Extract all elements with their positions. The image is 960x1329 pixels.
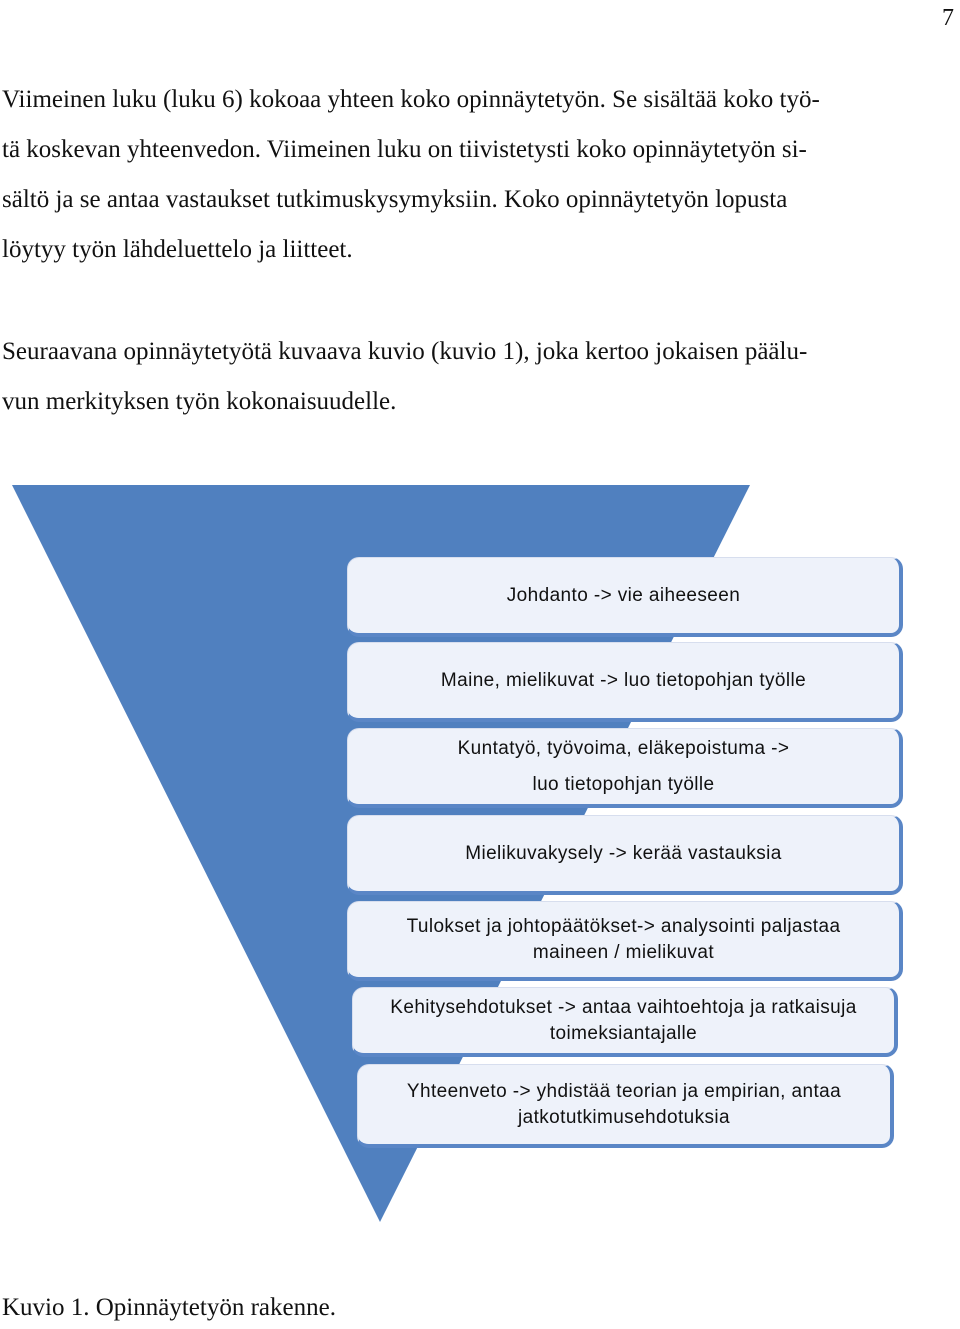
box-line: Kuntatyö, työvoima, eläkepoistuma -> [457, 737, 790, 759]
paragraph-line: löytyy työn lähdeluettelo ja liitteet. [2, 236, 353, 263]
figure-caption: Kuvio 1. Opinnäytetyön rakenne. [2, 1294, 336, 1321]
paragraph-line: vun merkityksen työn kokonaisuudelle. [2, 388, 397, 415]
page-number: 7 [942, 5, 954, 31]
diagram-box-summary [357, 1064, 894, 1148]
diagram-box-results [347, 901, 903, 981]
box-line: maineen / mielikuvat [532, 941, 715, 963]
diagram-box-survey [347, 815, 903, 895]
box-line: Yhteenveto -> yhdistää teorian ja empirian, antaa [406, 1080, 842, 1102]
box-line: jatkotutkimusehdotuksia [518, 1106, 730, 1128]
box-line: Maine, mielikuvat -> luo tietopohjan työlle [440, 669, 807, 691]
diagram-box-suggestions [352, 987, 898, 1057]
body-paragraph-2 [2, 327, 932, 427]
box-line: toimeksiantajalle [549, 1022, 698, 1044]
paragraph-line: Seuraavana opinnäytetyötä kuvaava kuvio (kuvio 1), joka kertoo jokaisen päälu- [2, 338, 808, 365]
paragraph-line: tä koskevan yhteenvedon. Viimeinen luku on tiivistetysti koko opinnäytetyön si- [2, 136, 807, 163]
box-line: Johdanto -> vie aiheeseen [506, 584, 741, 606]
box-line: Tulokset ja johtopäätökset-> analysointi paljastaa [406, 915, 841, 937]
box-line: Kehitysehdotukset -> antaa vaihtoehtoja ja ratkaisuja [390, 996, 857, 1018]
diagram-box-introduction [347, 557, 903, 637]
box-line: luo tietopohjan työlle [532, 773, 715, 795]
diagram-box-municipal-work [347, 728, 903, 808]
body-paragraph-1 [2, 75, 932, 275]
structure-diagram [0, 480, 960, 1240]
paragraph-line: Viimeinen luku (luku 6) kokoaa yhteen koko opinnäytetyön. Se sisältää koko työ- [2, 86, 820, 113]
box-line: Mielikuvakysely -> kerää vastauksia [465, 842, 782, 864]
paragraph-line: sältö ja se antaa vastaukset tutkimuskysymyksiin. Koko opinnäytetyön lopusta [2, 186, 788, 213]
diagram-box-reputation [347, 642, 903, 722]
